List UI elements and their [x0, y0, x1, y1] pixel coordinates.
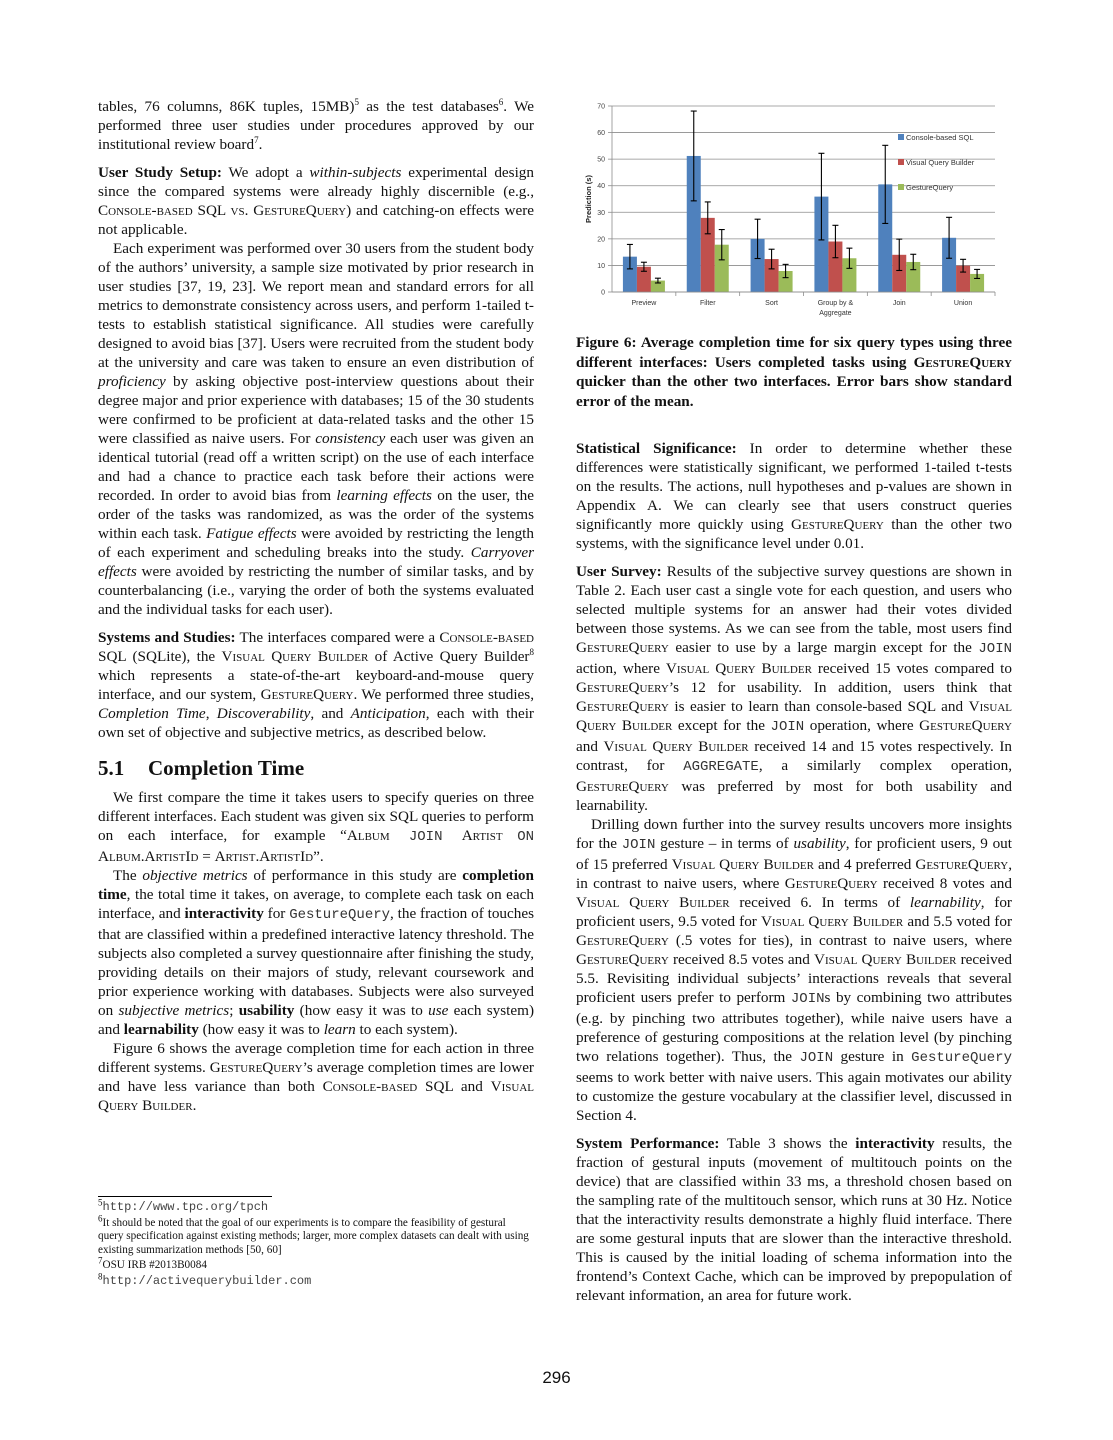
x-tick-label: Preview — [631, 300, 657, 307]
footnote-link[interactable]: http://activequerybuilder.com — [102, 1273, 312, 1288]
x-tick-label: Sort — [765, 300, 779, 307]
y-tick-label: 50 — [597, 156, 605, 164]
footnote-8: $^8$http://activequerybuilder.com — [98, 1270, 312, 1288]
y-tick-label: 10 — [597, 262, 605, 270]
legend-label: Visual Query Builder — [906, 158, 975, 167]
footnote-5: $^5$http://www.tpc.org/tpch — [98, 1197, 269, 1214]
intro-paragraph: tables, 76 columns, 86K tuples, 15MB)$^5$ as the test databases$^6$. We performed three user studies under procedures approved by our institutional review board$^7$. — [98, 96, 534, 153]
y-tick-label: 70 — [597, 103, 605, 111]
completion-paragraph-2: The objective metrics of performance in this study are completion time, the total time it takes, on average, to complete each task on each interface, and interactivity for GestureQuery, the fraction of touches that are classified within a predefined interactive latency threshold. The subjects also completed a survey questionnaire after finishing the study, providing details on their majors of study, relevant coursework and prior experience working with databases. Subjects were also surveyed on subjective metrics; usability (how easy it was to use each system) and learnability (how easy it was to learn to each system). — [98, 867, 535, 1038]
footnote-7: $^7$OSU IRB #2013B0084 — [98, 1255, 207, 1271]
footnote-rule — [98, 1196, 272, 1197]
y-tick-label: 40 — [597, 183, 605, 191]
drilling-down-paragraph: Drilling down further into the survey results uncovers more insights for the JOIN gesture – in terms of usability, for proficient users, 9 out of 15 preferred Visual Query Builder and 4 preferred GestureQuery, in contrast to naive users, where GestureQuery received 8 votes and Visual Query Builder received 6. In terms of learnability, for proficient users, 9.5 voted for Visual Query Builder and 5.5 voted for GestureQuery (.5 votes for ties), in contrast to naive users, where GestureQuery received 8.5 votes and Visual Query Builder received 5.5. Revisiting individual subjects’ interactions reveals that several proficient users prefer to perform JOINs by combining two attributes (e.g. by pinching two attributes together), while naive users have a preference of gesturing compositions at the relation level (by pinching two relations together). Thus, the JOIN gesture in GestureQuery seems to work better with naive users. This again motivates our ability to customize the gesture vocabulary at the classifier level, discussed in Section 4. — [576, 816, 1013, 1124]
y-tick-label: 0 — [601, 289, 605, 297]
x-tick-label: Group by & — [817, 300, 854, 307]
left-column — [98, 97, 534, 1115]
user-survey-paragraph: User Survey: Results of the subjective survey questions are shown in Table 2. Each user cast a single vote for each question, and users who selected multiple systems for an answer had their votes divided between those systems. As we can see from the table, most users find GestureQuery easier to use by a large margin except for the JOIN action, where Visual Query Builder received 15 votes compared to GestureQuery’s 12 for usability. In addition, users think that GestureQuery is easier to learn than console-based SQL and Visual Query Builder except for the JOIN operation, where GestureQuery and Visual Query Builder received 14 and 15 votes respectively. In contrast, for AGGREGATE, a similarly complex operation, GestureQuery was preferred by most for both usability and learnability. — [576, 563, 1012, 814]
y-tick-label: 20 — [597, 236, 605, 244]
statistical-significance-paragraph: Statistical Significance: In order to determine whether these differences were statistically significant, we performed 1-tailed t-tests on the results. The actions, null hypotheses and p-values are shown in Appendix A. We can clearly see that users construct queries significantly more quickly using GestureQuery than the other two systems, with the significance level under 0.01. — [576, 440, 1012, 552]
completion-paragraph-3: Figure 6 shows the average completion time for each action in three different systems. GestureQuery’s average completion times are lower and have less variance than both Console-based SQL and Visual Query Builder. — [98, 1040, 534, 1114]
y-tick-label: 60 — [597, 130, 605, 138]
system-performance-paragraph: System Performance: Table 3 shows the interactivity results, the fraction of gestural inputs (movement of multitouch points on the device) that are classified within 33 ms, a threshold chosen based on the sampling rate of the multitouch sensor, which runs at 30 Hz. Notice that the interactivity results demonstrate a highly fluid interface. There are some gestural inputs that are slower than the interactive threshold. This is caused by the initial loading of schema information into the frontend’s Context Cache, which can be improved by prepopulation of relevant information, an area for future work. — [576, 1135, 1012, 1304]
right-column — [576, 97, 1012, 1305]
x-tick-label: Union — [953, 300, 973, 307]
legend-label: Console-based SQL — [906, 133, 974, 142]
footnote-6: $^6$It should be noted that the goal of our experiments is to compare the feasibility of gestural query specification against existing methods; larger, more complex datasets can dealt with using existing summarization methods [50, 60] — [98, 1212, 529, 1256]
footnote-link[interactable]: http://www.tpc.org/tpch — [102, 1200, 269, 1214]
legend-label: GestureQuery — [906, 183, 954, 192]
section-heading: 5.1 Completion Time — [98, 756, 305, 780]
x-tick-label: Join — [892, 300, 906, 307]
y-axis-title: Prediction (s) — [584, 175, 593, 223]
systems-studies-paragraph: Systems and Studies: The interfaces compared were a Console-based SQL (SQLite), the Visual Query Builder of Active Query Builder$^8$ which represents a state-of-the-art keyboard-and-mouse query interface, and our system, GestureQuery. We performed three studies, Completion Time, Discoverability, and Anticipation, each with their own set of objective and subjective metrics, as described below. — [98, 629, 534, 741]
y-tick-label: 30 — [597, 209, 605, 217]
footnotes — [98, 1196, 534, 1290]
page-number: 296 — [542, 1368, 571, 1387]
user-study-setup-paragraph: User Study Setup: We adopt a within-subjects experimental design since the compared systems were already highly discernible (e.g., Console-based SQL vs. GestureQuery) and catching-on effects were not applicable. — [98, 164, 535, 238]
x-tick-label: Aggregate — [819, 310, 852, 317]
experiment-paragraph: Each experiment was performed over 30 users from the student body of the authors’ university, a sample size motivated by prior research in user studies [37, 19, 23]. We report mean and standard errors for all metrics to demonstrate consistency across users, and perform 1-tailed t-tests to establish statistical significance. All studies were carefully designed to avoid bias [37]. Users were recruited from the student body at the university and care was taken to ensure an even distribution of proficiency by asking objective post-interview questions about their degree major and prior experience with databases; 15 of the 30 students were confirmed to be proficient at data-related tasks and the other 15 were classified as naive users. For consistency each user was given an identical tutorial (read off a written script) on the use of each interface and had a chance to practice each task before their actions were recorded. In order to avoid bias from learning effects on the user, the order of the tasks was randomized, as was the order of the systems within each task. Fatigue effects were avoided by restricting the length of each experiment and scheduling breaks into the study. Carryover effects were avoided by restricting the number of similar tasks, and by counterbalancing (i.e., varying the order of both the systems evaluated and the individual tasks for each user). — [98, 240, 534, 618]
completion-paragraph-1: We first compare the time it takes users to specify queries on three different interfaces. Each student was given six SQL queries to perform on each interface, for example “Album JOIN Artist ON Album.ArtistId = Artist.ArtistId”. — [98, 789, 534, 865]
x-tick-label: Filter — [699, 300, 716, 307]
figure-caption: Figure 6: Average completion time for six query types using three different interfaces: Users completed tasks using GestureQuery quicker than the other two interfaces. Error bars show standard error of the mean. — [576, 334, 1012, 410]
